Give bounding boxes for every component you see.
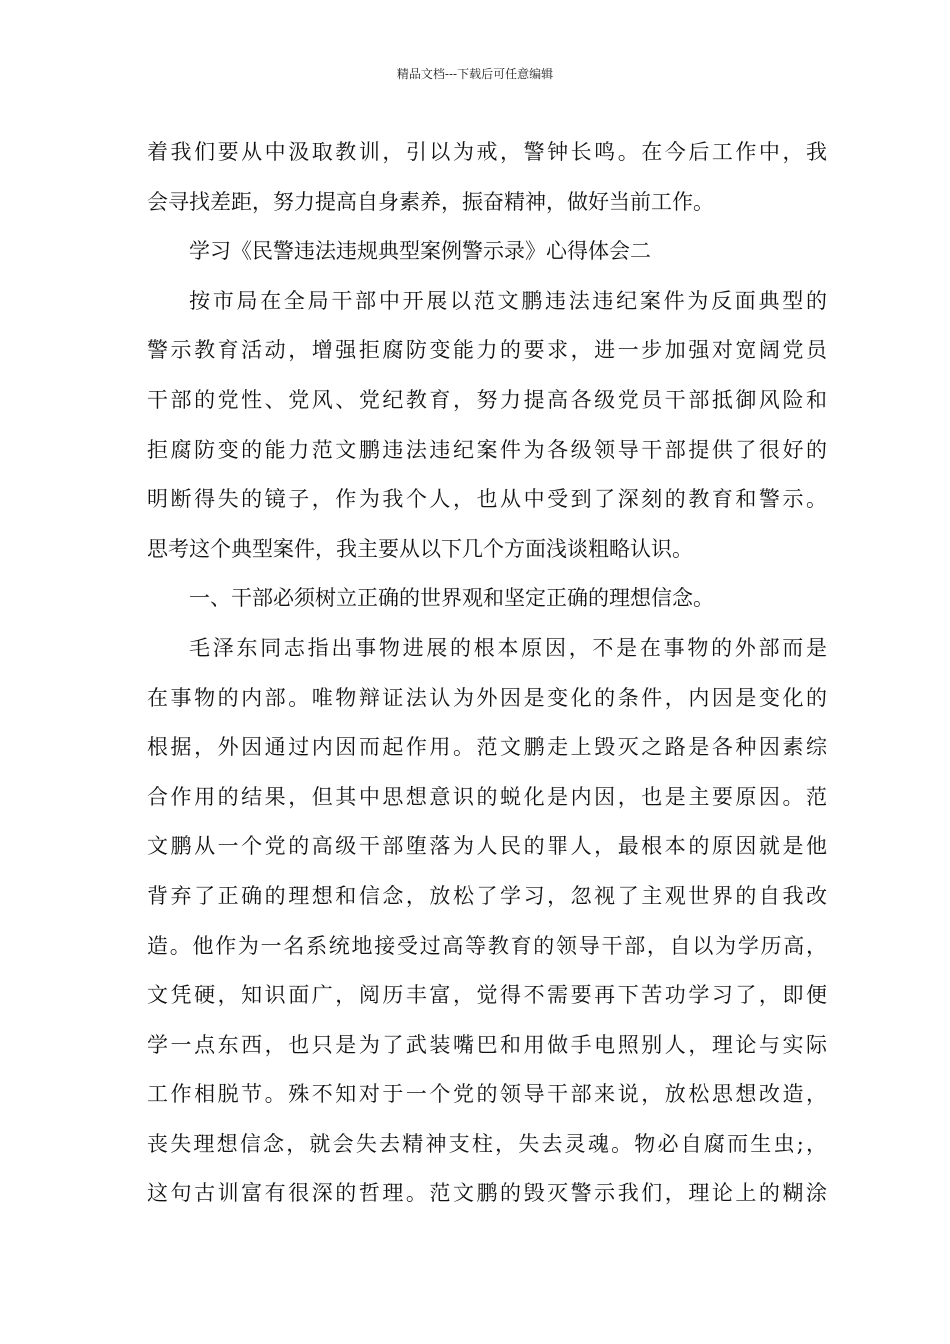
text-line: 着我们要从中汲取教训，引以为戒，警钟长鸣。在今后工作中，我 — [147, 140, 827, 164]
text-line: 背弃了正确的理想和信念，放松了学习，忽视了主观世界的自我改 — [147, 883, 827, 908]
text-line: 学一点东西，也只是为了武装嘴巴和用做手电照别人，理论与实际 — [147, 1032, 827, 1057]
page-header: 精品文档---下载后可任意编辑 — [396, 67, 554, 81]
text-line: 会寻找差距，努力提高自身素养，振奋精神，做好当前工作。 — [147, 189, 714, 214]
text-line: 根据，外因通过内因而起作用。范文鹏走上毁灭之路是各种因素综 — [147, 735, 827, 760]
text-line: 思考这个典型案件，我主要从以下几个方面浅谈粗略认识。 — [147, 536, 693, 561]
text-line: 文凭硬，知识面广，阅历丰富，觉得不需要再下苦功学习了，即便 — [147, 983, 827, 1008]
text-line: 拒腐防变的能力范文鹏违法违纪案件为各级领导干部提供了很好的 — [147, 437, 827, 462]
text-line: 警示教育活动，增强拒腐防变能力的要求，进一步加强对宽阔党员 — [147, 338, 827, 363]
text-line: 工作相脱节。殊不知对于一个党的领导干部来说，放松思想改造， — [147, 1082, 827, 1107]
subsection-heading: 一、干部必须树立正确的世界观和坚定正确的理想信念。 — [189, 586, 714, 611]
text-line: 按市局在全局干部中开展以范文鹏违法违纪案件为反面典型的 — [189, 288, 827, 313]
text-line: 这句古训富有很深的哲理。范文鹏的毁灭警示我们，理论上的糊涂 — [147, 1181, 827, 1206]
text-line: 造。他作为一名系统地接受过高等教育的领导干部，自以为学历高， — [147, 933, 827, 958]
text-line: 文鹏从一个党的高级干部堕落为人民的罪人，最根本的原因就是他 — [147, 834, 827, 859]
text-line: 毛泽东同志指出事物进展的根本原因，不是在事物的外部而是 — [189, 635, 827, 660]
text-line: 丧失理想信念，就会失去精神支柱，失去灵魂。物必自腐而生虫;， — [147, 1131, 827, 1156]
text-line: 干部的党性、党风、党纪教育，努力提高各级党员干部抵御风险和 — [147, 387, 827, 412]
section-title: 学习《民警违法违规典型案例警示录》心得体会二 — [189, 239, 651, 264]
text-line: 合作用的结果，但其中思想意识的蜕化是内因，也是主要原因。范 — [147, 784, 827, 809]
text-line: 在事物的内部。唯物辩证法认为外因是变化的条件，内因是变化的 — [147, 685, 827, 710]
document-body — [147, 131, 827, 1222]
text-line: 明断得失的镜子，作为我个人，也从中受到了深刻的教育和警示。 — [147, 487, 827, 512]
